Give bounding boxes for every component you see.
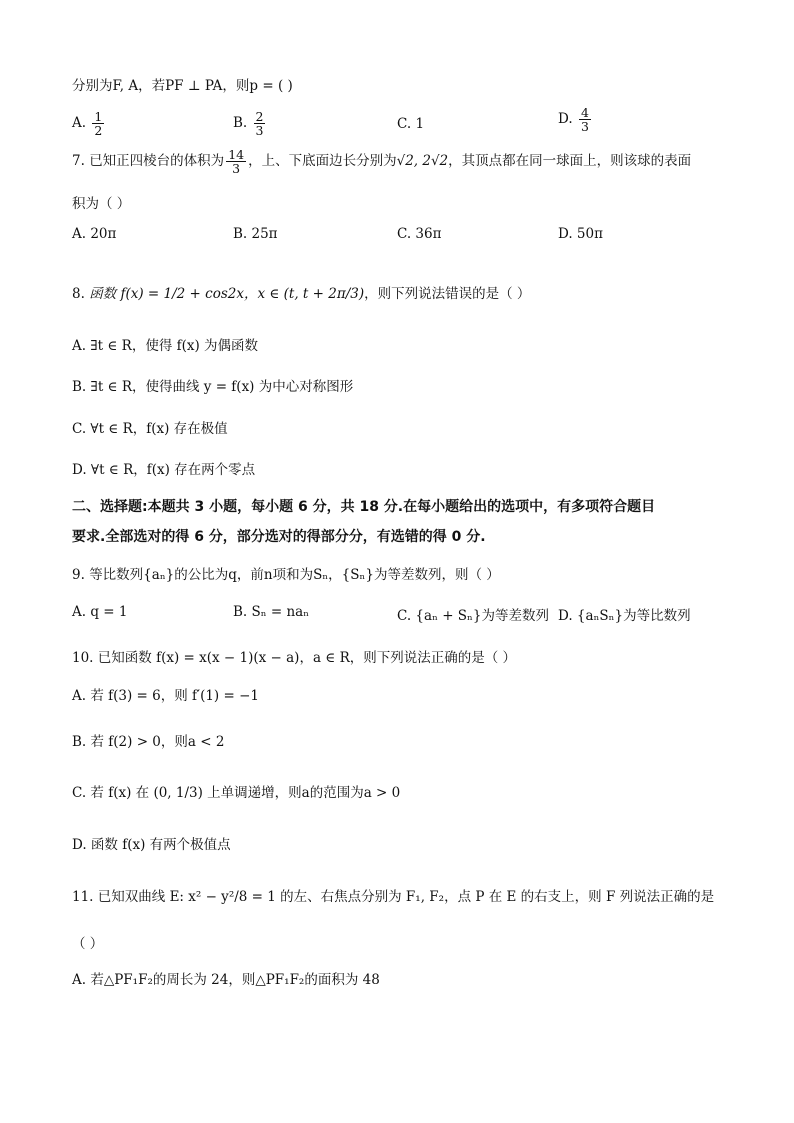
q7-option-d: D. 50π (558, 226, 603, 242)
fraction: $\frac{14}{3}$ (228, 147, 245, 177)
q8-option-b: B. ∃t ∈ R，使得曲线 y = f(x) 为中心对称图形 (72, 379, 354, 395)
q9-option-d: D. {aₙSₙ}为等比数列 (558, 608, 691, 624)
q8-option-a: A. ∃t ∈ R，使得 f(x) 为偶函数 (72, 338, 259, 354)
fraction: $\frac{4}{3}$ (580, 105, 589, 135)
fraction: $\frac{1}{2}$ (94, 109, 103, 139)
q6-option-b: B. $\frac{2}{3}$ (233, 109, 264, 139)
section-heading-line2: 要求.全部选对的得 6 分，部分选对的得部分分，有选错的得 0 分. (72, 529, 486, 545)
q11-option-a: A. 若△PF₁F₂的周长为 24，则△PF₁F₂的面积为 48 (72, 972, 380, 988)
q11-stem: 11. 已知双曲线 E: x² − y²/8 = 1 的左、右焦点分别为 F₁, F₂，点 P 在 E 的右支上，则 F 列说法正确的是 (72, 889, 715, 905)
q11-stem-line2: （ ） (72, 936, 104, 952)
q10-stem: 10. 已知函数 f(x) = x(x − 1)(x − a)，a ∈ R，则下列说法正确的是（ ） (72, 650, 517, 666)
q9-option-b: B. Sₙ = naₙ (233, 604, 310, 620)
q10-option-c: C. 若 f(x) 在 (0, 1/3) 上单调递增，则a的范围为a > 0 (72, 785, 401, 801)
q7-option-a: A. 20π (72, 226, 117, 242)
q9-stem: 9. 等比数列{aₙ}的公比为q，前n项和为Sₙ，{Sₙ}为等差数列，则（ ） (72, 567, 500, 583)
fraction: $\frac{2}{3}$ (255, 109, 264, 139)
q7-option-c: C. 36π (397, 226, 442, 242)
q8-stem: 8. 函数 f(x) = 1/2 + cos2x，x ∈ (t, t + 2π/3)，则下列说法错误的是（ ） (72, 286, 531, 302)
q7-option-b: B. 25π (233, 226, 278, 242)
q7-stem: 7. 已知正四棱台的体积为 $\frac{14}{3}$ ，上、下底面边长分别为√2, 2√2，其顶点都在同一球面上，则该球的表面 (72, 147, 692, 177)
q6-option-d: D. $\frac{4}{3}$ (558, 105, 589, 135)
q9-option-c: C. {aₙ + Sₙ}为等差数列 (397, 608, 549, 624)
q7-stem-line2: 积为（ ） (72, 196, 131, 212)
section-heading-line1: 二、选择题:本题共 3 小题，每小题 6 分，共 18 分.在每小题给出的选项中，有多项符合题目 (72, 499, 656, 515)
q10-option-b: B. 若 f(2) > 0，则a < 2 (72, 734, 225, 750)
q8-option-c: C. ∀t ∈ R，f(x) 存在极值 (72, 421, 228, 437)
q6-option-a: A. $\frac{1}{2}$ (72, 109, 103, 139)
q10-option-a: A. 若 f(3) = 6，则 f′(1) = −1 (72, 688, 259, 704)
q8-option-d: D. ∀t ∈ R，f(x) 存在两个零点 (72, 462, 256, 478)
q10-option-d: D. 函数 f(x) 有两个极值点 (72, 837, 231, 853)
q6-option-c: C. 1 (397, 116, 425, 132)
q9-option-a: A. q = 1 (72, 604, 128, 620)
q6-stem-tail: 分别为F, A，若PF ⊥ PA，则p = ( ) (72, 78, 293, 94)
